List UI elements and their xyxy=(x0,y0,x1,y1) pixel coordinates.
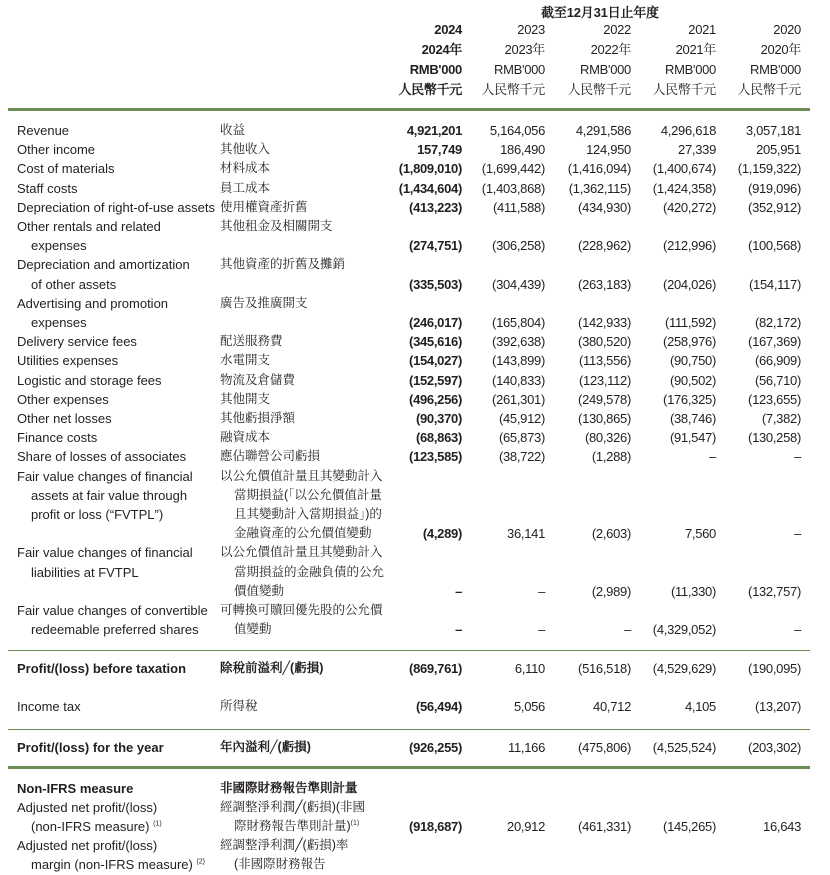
value-2023: (1,403,868) xyxy=(481,180,545,196)
value-2020: – xyxy=(794,449,801,465)
value-2024: (345,616) xyxy=(409,334,462,350)
row-label-en: Advertising and promotion expenses xyxy=(17,295,169,330)
section-title-en: Non-IFRS measure xyxy=(17,781,134,796)
value-2023: 20,912 xyxy=(507,819,545,835)
footnote-ref-1-zh: (1) xyxy=(350,820,360,828)
value-2024: – xyxy=(455,622,462,638)
value-2022: (1,288) xyxy=(591,449,631,465)
value-2022: (434,930) xyxy=(578,199,631,215)
value-2024: (246,017) xyxy=(409,314,462,330)
value-2023: (165,804) xyxy=(492,314,545,330)
value-2023: 11,166 xyxy=(508,740,545,755)
value-2022: 40,712 xyxy=(593,699,631,714)
value-2022: (130,865) xyxy=(578,411,631,426)
value-2024: (56,494) xyxy=(415,699,462,714)
value-2022: (80,326) xyxy=(584,430,631,446)
value-2022: (380,520) xyxy=(578,334,631,350)
value-2024: (90,370) xyxy=(415,411,462,426)
row-label-en: Profit/(loss) for the year xyxy=(17,740,164,755)
value-2020: (100,568) xyxy=(748,238,801,254)
value-2021: (204,026) xyxy=(663,276,716,292)
value-2023: 36,141 xyxy=(507,526,545,542)
row-label-zh: 配送服務費 xyxy=(220,334,283,349)
value-2020: (132,757) xyxy=(748,583,801,599)
value-2021: (38,746) xyxy=(669,411,716,426)
row-label-zh: 物流及倉儲費 xyxy=(220,372,296,387)
value-2022: 124,950 xyxy=(586,142,631,158)
value-2021: (420,272) xyxy=(663,199,716,215)
value-2023: – xyxy=(538,622,545,638)
value-2021: (91,547) xyxy=(669,430,716,446)
value-2020: – xyxy=(794,526,801,542)
column-header-2020: 2020 2020年 RMB'000 人民幣千元 xyxy=(737,22,801,97)
value-2022: (1,362,115) xyxy=(568,180,631,196)
value-2024: (926,255) xyxy=(409,740,462,755)
value-2024: (918,687) xyxy=(409,819,462,835)
footnote-ref-2: (2) xyxy=(196,858,206,866)
row-label-zh: 水電開支 xyxy=(220,353,271,368)
value-2023: (411,588) xyxy=(493,199,545,215)
value-2024: (274,751) xyxy=(409,238,462,254)
rule-pbt-top xyxy=(8,650,810,651)
value-2021: 27,339 xyxy=(678,142,716,158)
value-2022: (113,556) xyxy=(579,353,631,369)
column-header-2021: 2021 2021年 RMB'000 人民幣千元 xyxy=(652,22,716,97)
row-label-en: Other net losses xyxy=(17,411,112,426)
value-2023: (1,699,442) xyxy=(481,161,545,177)
row-label-zh: 收益 xyxy=(220,123,246,137)
value-2021: (145,265) xyxy=(663,819,716,835)
value-2023: (143,899) xyxy=(492,353,545,369)
value-2024: (123,585) xyxy=(409,449,462,465)
row-label-en: Adjusted net profit/(loss) (non-IFRS measure) $^{(1)}$ xyxy=(17,800,162,835)
row-label-en: Depreciation and amortization of other assets xyxy=(17,257,190,292)
value-2021: (1,424,358) xyxy=(652,180,716,196)
value-2024: (68,863) xyxy=(415,430,462,446)
value-2020: 205,951 xyxy=(756,142,801,158)
footnote-ref-1: (1) xyxy=(153,820,162,828)
value-2022: (475,806) xyxy=(578,740,631,755)
row-label-zh: 其他資產的折舊及攤銷 xyxy=(220,257,346,272)
value-2023: (261,301) xyxy=(492,391,545,407)
value-2021: (90,750) xyxy=(669,353,716,369)
row-label-en: Delivery service fees xyxy=(17,334,137,350)
row-label-en: Fair value changes of convertible redeemable preferred shares xyxy=(17,603,208,638)
value-2024: (1,809,010) xyxy=(398,161,462,177)
value-2021: (11,330) xyxy=(670,583,716,599)
row-label-en: Other expenses xyxy=(17,391,109,407)
row-label-en: Adjusted net profit/(loss) margin (non-IFRS measure) $^{(2)}$ xyxy=(17,838,206,873)
value-2022: 4,291,586 xyxy=(575,123,631,138)
value-2022: (249,578) xyxy=(578,391,631,407)
value-2020: (56,710) xyxy=(754,372,801,388)
rule-pfy-top xyxy=(8,729,810,730)
value-2021: (212,996) xyxy=(663,238,716,254)
row-label-zh: 經調整淨利潤╱(虧損)(非國 際財務報告準則計量)$^{(1)}$ xyxy=(220,800,366,834)
value-2024: 4,921,201 xyxy=(406,123,462,138)
value-2021: 4,105 xyxy=(684,699,716,714)
value-2023: – xyxy=(538,583,545,599)
value-2021: 7,560 xyxy=(684,526,716,542)
column-header-2024: 2024 2024年 RMB'000 人民幣千元 xyxy=(398,22,462,97)
value-2022: – xyxy=(624,622,631,638)
value-2021: (4,529,629) xyxy=(652,661,716,676)
value-2022: (516,518) xyxy=(578,661,631,676)
value-2022: (1,416,094) xyxy=(567,161,631,177)
value-2023: (304,439) xyxy=(492,276,545,292)
row-label-en: Income tax xyxy=(17,699,81,714)
row-label-en: Cost of materials xyxy=(17,161,115,177)
value-2020: (130,258) xyxy=(748,430,801,446)
value-2023: 186,490 xyxy=(500,142,545,158)
rule-pfy-bottom xyxy=(8,766,810,769)
value-2023: (65,873) xyxy=(498,430,545,446)
value-2024: 157,749 xyxy=(417,142,462,158)
row-label-en: Profit/(loss) before taxation xyxy=(17,661,187,676)
value-2021: (90,502) xyxy=(669,372,716,388)
row-label-en: Fair value changes of financial liabilities at FVTPL xyxy=(17,545,193,580)
row-label-zh: 以公允價值計量且其變動計入 當期損益的金融負債的公允 價值變動 xyxy=(220,545,385,598)
row-label-zh: 其他虧損淨額 xyxy=(220,411,296,425)
value-2021: (4,329,052) xyxy=(652,622,716,638)
row-label-zh: 其他租金及相關開支 xyxy=(220,219,333,233)
value-2022: (142,933) xyxy=(578,314,631,330)
column-header-2022: 2022 2022年 RMB'000 人民幣千元 xyxy=(567,22,631,97)
row-label-zh: 員工成本 xyxy=(220,180,271,195)
value-2020: (13,207) xyxy=(754,699,801,714)
period-heading: 截至12月31日止年度 xyxy=(541,5,659,20)
value-2021: – xyxy=(709,449,716,465)
row-label-zh: 使用權資產折舊 xyxy=(220,199,308,214)
value-2023: (140,833) xyxy=(492,372,545,388)
value-2020: (7,382) xyxy=(761,411,801,426)
value-2024: (152,597) xyxy=(409,372,462,388)
value-2023: (38,722) xyxy=(498,449,545,465)
value-2021: (1,400,674) xyxy=(652,161,716,177)
value-2024: (1,434,604) xyxy=(398,180,462,196)
value-2022: (123,112) xyxy=(579,372,631,388)
value-2020: (1,159,322) xyxy=(737,161,801,177)
row-label-en: Revenue xyxy=(17,123,70,138)
row-label-en: Staff costs xyxy=(17,180,78,196)
row-label-en: Utilities expenses xyxy=(17,353,119,369)
row-label-en: Finance costs xyxy=(17,430,98,446)
value-2020: (66,909) xyxy=(754,353,801,369)
value-2020: (167,369) xyxy=(748,334,801,350)
row-label-zh: 年內溢利╱(虧損) xyxy=(220,740,311,754)
value-2021: (258,976) xyxy=(663,334,716,350)
value-2022: (263,183) xyxy=(578,276,631,292)
value-2020: (82,172) xyxy=(754,314,801,330)
row-label-en: Depreciation of right-of-use assets xyxy=(17,199,215,215)
row-label-zh: 其他開支 xyxy=(220,391,271,406)
row-label-zh: 材料成本 xyxy=(220,161,271,176)
value-2024: (413,223) xyxy=(409,199,462,215)
value-2020: 16,643 xyxy=(763,819,801,835)
column-header-2023: 2023 2023年 RMB'000 人民幣千元 xyxy=(481,22,545,97)
value-2023: (392,638) xyxy=(492,334,545,350)
row-label-zh: 廣告及推廣開支 xyxy=(220,295,308,310)
value-2022: (461,331) xyxy=(578,819,631,835)
value-2020: (203,302) xyxy=(748,740,801,755)
row-label-zh: 融資成本 xyxy=(220,430,271,445)
value-2020: – xyxy=(794,622,801,638)
value-2021: (111,592) xyxy=(664,314,716,330)
value-2024: – xyxy=(455,583,462,599)
row-label-zh: 可轉換可贖回優先股的公允價 值變動 xyxy=(220,603,383,637)
value-2023: 5,056 xyxy=(513,699,545,714)
section-title-zh: 非國際財務報告準則計量 xyxy=(220,781,358,795)
row-label-zh: 其他收入 xyxy=(220,142,271,157)
value-2022: (2,989) xyxy=(591,583,631,599)
value-2021: (4,525,524) xyxy=(652,740,716,755)
value-2024: (869,761) xyxy=(409,661,462,676)
value-2023: (306,258) xyxy=(492,238,545,254)
row-label-en: Fair value changes of financial assets at fair value through profit or loss (“FVTPL”) xyxy=(17,468,193,522)
value-2024: (496,256) xyxy=(409,391,462,407)
row-label-zh: 經調整淨利潤╱(虧損)率 (非國際財務報告 xyxy=(220,838,349,872)
value-2020: (123,655) xyxy=(748,391,801,407)
value-2023: 5,164,056 xyxy=(489,123,545,138)
value-2020: (154,117) xyxy=(749,276,801,292)
row-label-en: Other rentals and related expenses xyxy=(17,219,161,254)
row-label-zh: 所得稅 xyxy=(220,699,258,713)
header-rule xyxy=(8,108,810,111)
value-2024: (4,289) xyxy=(422,526,462,542)
row-label-en: Logistic and storage fees xyxy=(17,372,162,388)
value-2021: 4,296,618 xyxy=(660,123,716,138)
value-2021: (176,325) xyxy=(663,391,716,407)
value-2024: (154,027) xyxy=(409,353,462,369)
value-2020: (919,096) xyxy=(748,180,801,196)
value-2020: (190,095) xyxy=(748,661,801,676)
value-2024: (335,503) xyxy=(409,276,462,292)
row-label-zh: 以公允價值計量且其變動計入 當期損益(「以公允價值計量 且其變動計入當期損益」)的 金融資產的公允價值變動 xyxy=(220,468,383,541)
value-2023: (45,912) xyxy=(498,411,545,426)
row-label-en: Share of losses of associates xyxy=(17,449,187,465)
value-2020: 3,057,181 xyxy=(745,123,801,138)
row-label-en: Other income xyxy=(17,142,96,158)
value-2020: (352,912) xyxy=(748,199,801,215)
row-label-zh: 除稅前溢利╱(虧損) xyxy=(220,661,324,675)
value-2023: 6,110 xyxy=(514,661,545,676)
row-label-zh: 應佔聯營公司虧損 xyxy=(220,449,321,464)
value-2022: (2,603) xyxy=(591,526,631,542)
value-2022: (228,962) xyxy=(578,238,631,254)
